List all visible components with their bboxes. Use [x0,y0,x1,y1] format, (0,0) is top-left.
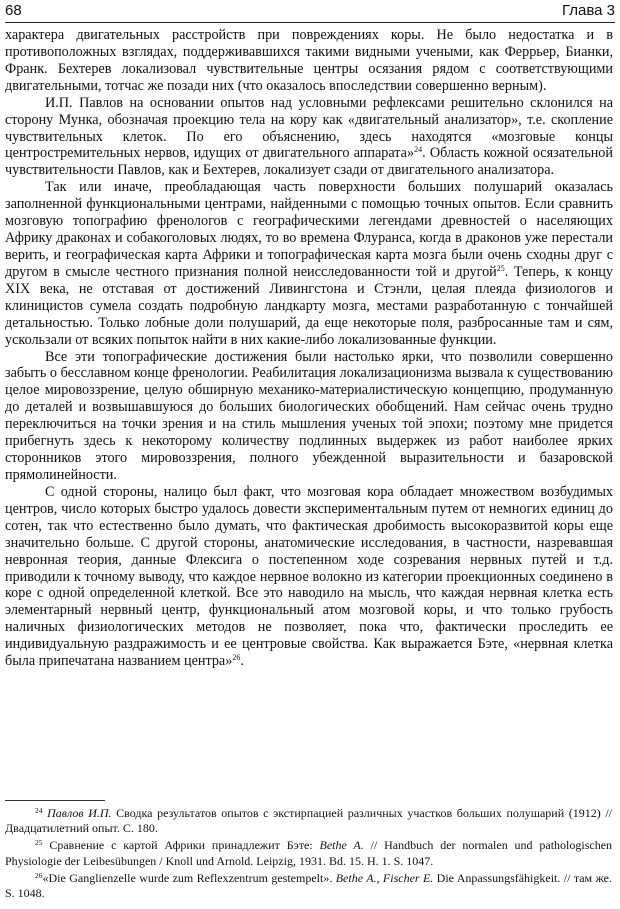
footnote-25-mark: 25 [35,838,43,848]
running-header [5,2,615,23]
paragraph-3-text-b: . Теперь, к концу XIX века, не отставая от достижений Ливингстона и Стэнли, целая плеяда физиологов и клиницистов сумела создать подробную ландкарту мозга, местами разработанную с тончайшей детальностью. Только лобные доли полушарий, да еще некоторые поля, разбросанные там и сям, ускользали от всяких попыток найти в них какие-либо локализованные функции. [5,263,613,348]
footnotes [5,806,612,901]
paragraph-5-text-b: . [240,653,244,670]
paragraph-1 [5,27,613,95]
footnote-25-text: // Handbuch der normalen und pathologischen Physiologie der Leibesübungen / Knoll und Arnold. Leipzig, 1931. Bd. 15. H. 1. S. 1047. [5,838,613,868]
body-text [5,27,613,670]
footnote-24-mark: 24 [35,806,43,815]
footnote-24-text: Сводка результатов опытов с экстирпацией различных участков больших полушарий (1912) // Двадцатилетний опыт. С. 180. [5,806,613,836]
paragraph-4 [5,349,613,484]
footnote-24 [5,806,612,836]
paragraph-5 [5,484,613,670]
footnote-ref-25: 25 [496,263,505,273]
footnote-26-mark: 26 [35,870,43,880]
footnote-25 [5,838,612,868]
paragraph-1-text: характера двигательных расстройств при повреждениях коры. Не было недостатка и в противоположных взглядах, поддерживавшихся такими видными учеными, как Феррьер, Бианки, Франк. Бехтерев локализовал чувствительные центры осязания рядом с соответствующими двигательными, тотчас же позади них (что оказалось впоследствии совершенно верным). [5,27,613,94]
paragraph-2-text-b: . Область кожной осязательной чувствительности Павлов, как и Бехтерев, локализует сзади от двигательного анализатора. [5,145,613,179]
page-number: 68 [5,2,22,19]
chapter-title: Глава 3 [561,2,615,19]
footnote-26-text: Die Anpassungsfähigkeit. // там же. S. 1048. [5,870,612,901]
paragraph-3 [5,179,613,348]
footnote-divider [5,800,105,801]
paragraph-2-text-a: И.П. Павлов на основании опытов над условными рефлексами решительно склонился на сторону Мунка, обозначая проекцию тела на кору как «двигательный анализатор», т.е. скопление чувствительных клеток. По его объяснению, здесь находятся «мозговые концы центростремительных нервов, идущих от двигательного аппарата» [5,94,613,162]
footnote-24-author: Павлов И.П. [47,806,112,820]
footnote-ref-26: 26 [232,653,241,663]
paragraph-2 [5,95,613,180]
footnote-25-author: Bethe A. [319,838,364,853]
footnote-26 [5,871,612,901]
footnote-26-author: Bethe A., Fischer E. [335,870,434,885]
footnote-ref-24: 24 [414,145,423,155]
footnote-26-pre: «Die Ganglienzelle wurde zum Reflexzentrum gestempelt». [42,870,336,885]
paragraph-4-text: Все эти топографические достижения были настолько ярки, что позволили совершенно забыть о бесславном конце френологии. Реабилитация локализационизма вызвала к существованию целое мировоззрение, целую обширную механико-материалистическую концепцию, продуманную до деталей и возвышавшуюся до больших биологических обобщений. Нам сейчас очень трудно переключиться на точки зрения и на стиль мышления ученых той эпохи; поэтому мне придется прибегнуть здесь к некоторому количеству подлинных выдержек из работ наиболее ярких сторонников этого мировоззрения, полного убежденной выразительности и базаровской прямолинейности. [5,348,613,483]
paragraph-3-text-a: Так или иначе, преобладающая часть поверхности больших полушарий оказалась заполненной функциональными центрами, найденными с помощью точных опытов. Если сравнить мозговую топографию френологов с географическими легендами древностей о населяющих Африку драконах и собакоголовых людях, то во времена Флуранса, когда в драконов уже перестали верить, и географическая карта Африки и топографическая карта мозга были очень сходны друг с другом в смысле честного признания полной неисследованности той и другой [5,179,613,280]
paragraph-5-text-a: С одной стороны, налицо был факт, что мозговая кора обладает множеством возбудимых центров, число которых быстро удалось довести экспериментальным путем от немногих единиц до сотен, так что естественно было думать, что фактическая дробимость высокоразвитой коры еще значительно больше. С другой стороны, анатомические исследования, в частности, назревавшая невронная теория, данные Флексига о постепенном ходе созревания нервных путей и т.д. приводили к точному выводу, что каждое нервное волокно из категории проекционных соединено в коре с одной определенной клеткой. Все это наводило на мысль, что каждая нервная клетка есть элементарный нервный центр, функциональный атом мозговой коры, и что только грубость наличных физиологических методов не позволяет, пока что, фактически проследить ее индивидуальную раздражимость и ее центровые свойства. Как выражается Бэте, «нервная клетка была припечатана названием центра» [5,483,613,670]
footnote-25-pre: Сравнение с картой Африки принадлежит Бэте: [49,838,320,853]
